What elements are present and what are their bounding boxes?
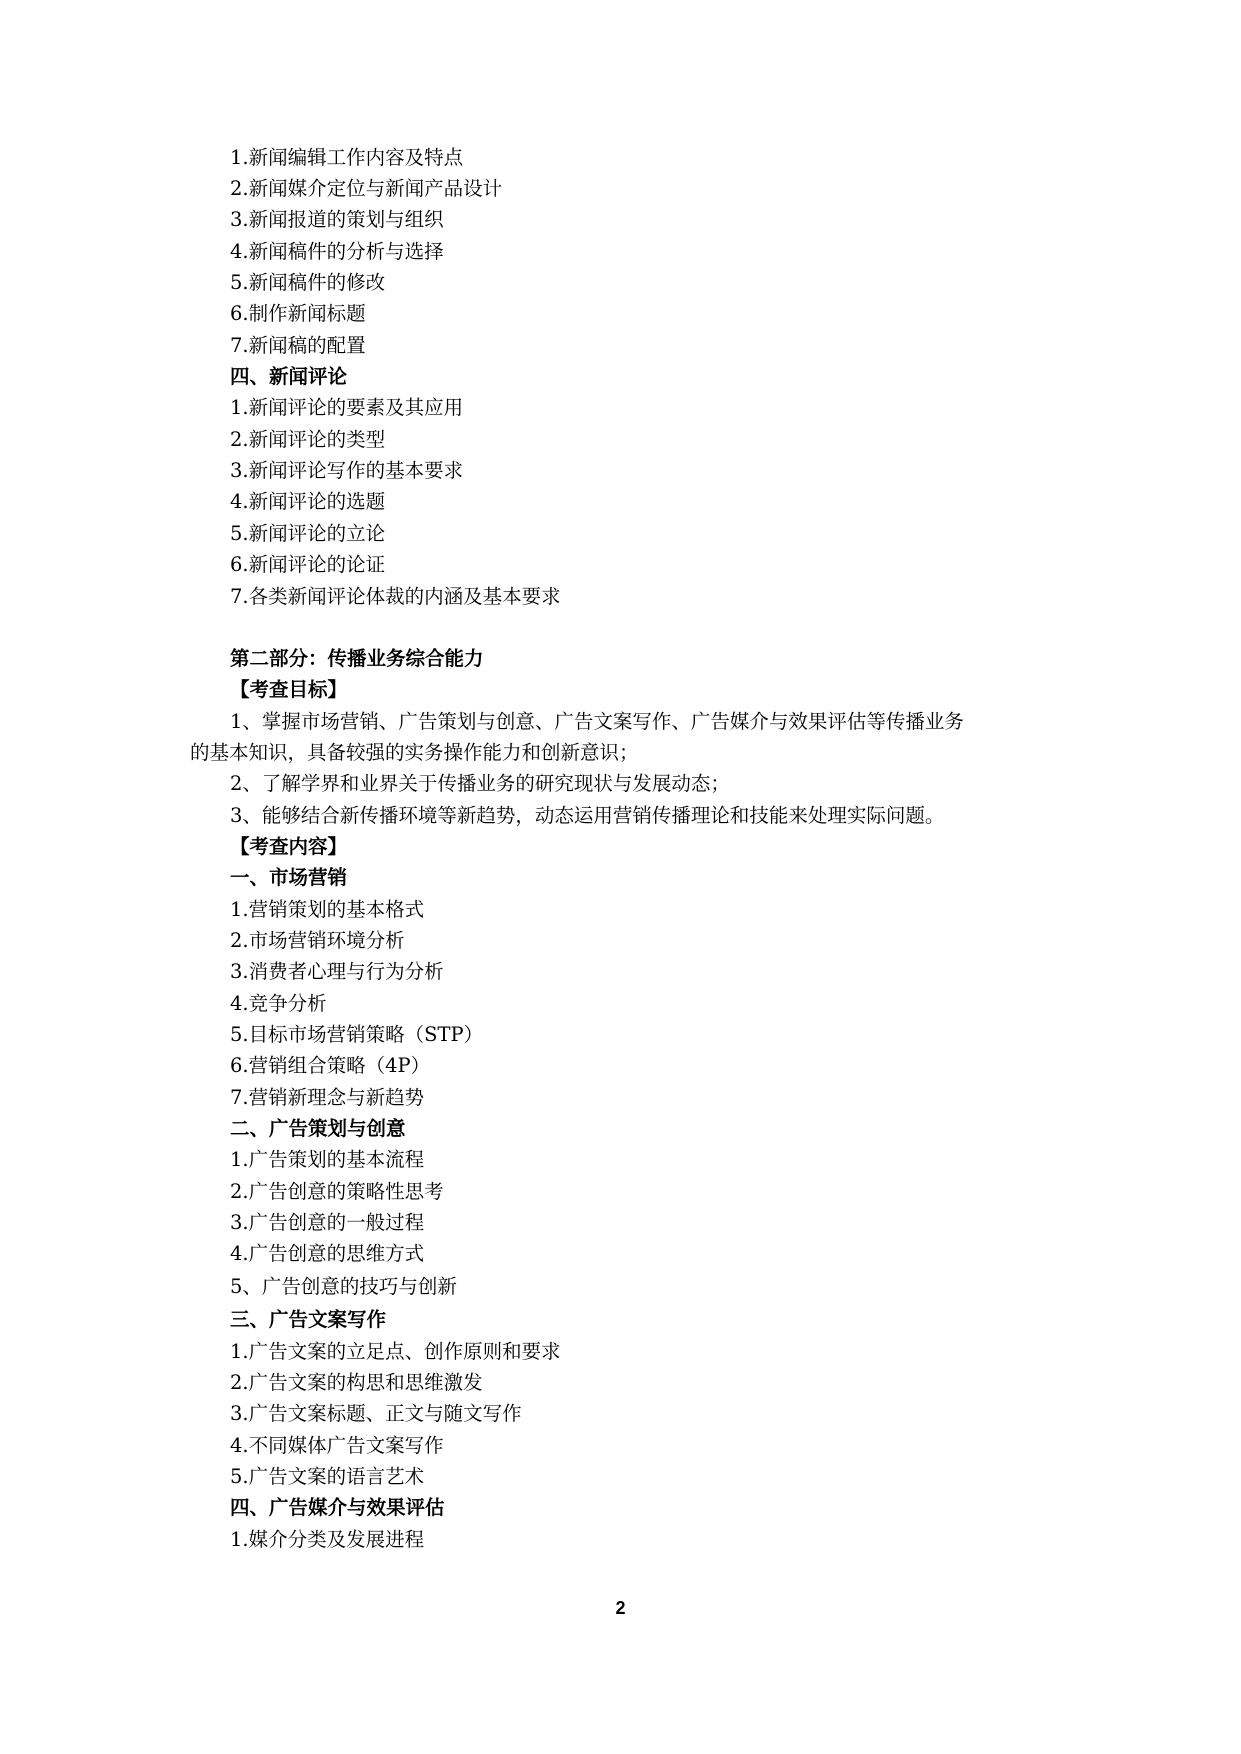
list-item: 7.新闻稿的配置 xyxy=(230,334,366,357)
section-heading: 四、新闻评论 xyxy=(230,365,348,388)
list-item: 7.营销新理念与新趋势 xyxy=(230,1086,425,1109)
list-item: 7.各类新闻评论体裁的内涵及基本要求 xyxy=(230,585,561,608)
section-heading: 二、广告策划与创意 xyxy=(230,1117,406,1140)
content-heading: 【考查内容】 xyxy=(230,835,348,858)
list-item: 1.媒介分类及发展进程 xyxy=(230,1528,425,1551)
section-heading: 三、广告文案写作 xyxy=(230,1308,387,1331)
part-title: 第二部分：传播业务综合能力 xyxy=(230,647,484,670)
list-item: 3.消费者心理与行为分析 xyxy=(230,960,444,983)
list-item: 3.广告创意的一般过程 xyxy=(230,1211,425,1234)
list-item: 5.目标市场营销策略（STP） xyxy=(230,1023,484,1046)
objectives-heading: 【考查目标】 xyxy=(230,678,348,701)
list-item: 3.广告文案标题、正文与随文写作 xyxy=(230,1402,522,1425)
list-item: 2.新闻评论的类型 xyxy=(230,428,386,451)
list-item: 5.新闻稿件的修改 xyxy=(230,271,386,294)
list-item: 3.新闻报道的策划与组织 xyxy=(230,208,444,231)
list-item: 6.营销组合策略（4P） xyxy=(230,1054,431,1077)
list-item: 4.广告创意的思维方式 xyxy=(230,1242,425,1265)
objective-paragraph: 2、了解学界和业界关于传播业务的研究现状与发展动态； xyxy=(230,772,730,795)
list-item: 2.市场营销环境分析 xyxy=(230,929,405,952)
section-heading: 一、市场营销 xyxy=(230,866,348,889)
list-item: 1.新闻编辑工作内容及特点 xyxy=(230,146,464,169)
list-item: 5.广告文案的语言艺术 xyxy=(230,1465,425,1488)
objective-paragraph-continuation: 的基本知识，具备较强的实务操作能力和创新意识； xyxy=(190,741,639,764)
list-item: 1.广告文案的立足点、创作原则和要求 xyxy=(230,1340,561,1363)
list-item: 5、广告创意的技巧与创新 xyxy=(230,1275,457,1298)
list-item: 5.新闻评论的立论 xyxy=(230,522,386,545)
objective-paragraph: 3、能够结合新传播环境等新趋势，动态运用营销传播理论和技能来处理实际问题。 xyxy=(230,804,945,827)
list-item: 3.新闻评论写作的基本要求 xyxy=(230,459,464,482)
objective-paragraph: 1、掌握市场营销、广告策划与创意、广告文案写作、广告媒介与效果评估等传播业务 xyxy=(230,710,964,733)
section-heading: 四、广告媒介与效果评估 xyxy=(230,1496,445,1519)
list-item: 2.广告创意的策略性思考 xyxy=(230,1180,444,1203)
list-item: 2.广告文案的构思和思维激发 xyxy=(230,1371,483,1394)
list-item: 4.新闻评论的选题 xyxy=(230,490,386,513)
list-item: 6.制作新闻标题 xyxy=(230,302,366,325)
list-item: 2.新闻媒介定位与新闻产品设计 xyxy=(230,177,503,200)
list-item: 1.新闻评论的要素及其应用 xyxy=(230,396,464,419)
list-item: 4.新闻稿件的分析与选择 xyxy=(230,240,444,263)
list-item: 4.不同媒体广告文案写作 xyxy=(230,1434,444,1457)
page-number: 2 xyxy=(615,1598,626,1618)
list-item: 6.新闻评论的论证 xyxy=(230,553,386,576)
list-item: 1.广告策划的基本流程 xyxy=(230,1148,425,1171)
list-item: 1.营销策划的基本格式 xyxy=(230,898,425,921)
list-item: 4.竞争分析 xyxy=(230,992,327,1015)
